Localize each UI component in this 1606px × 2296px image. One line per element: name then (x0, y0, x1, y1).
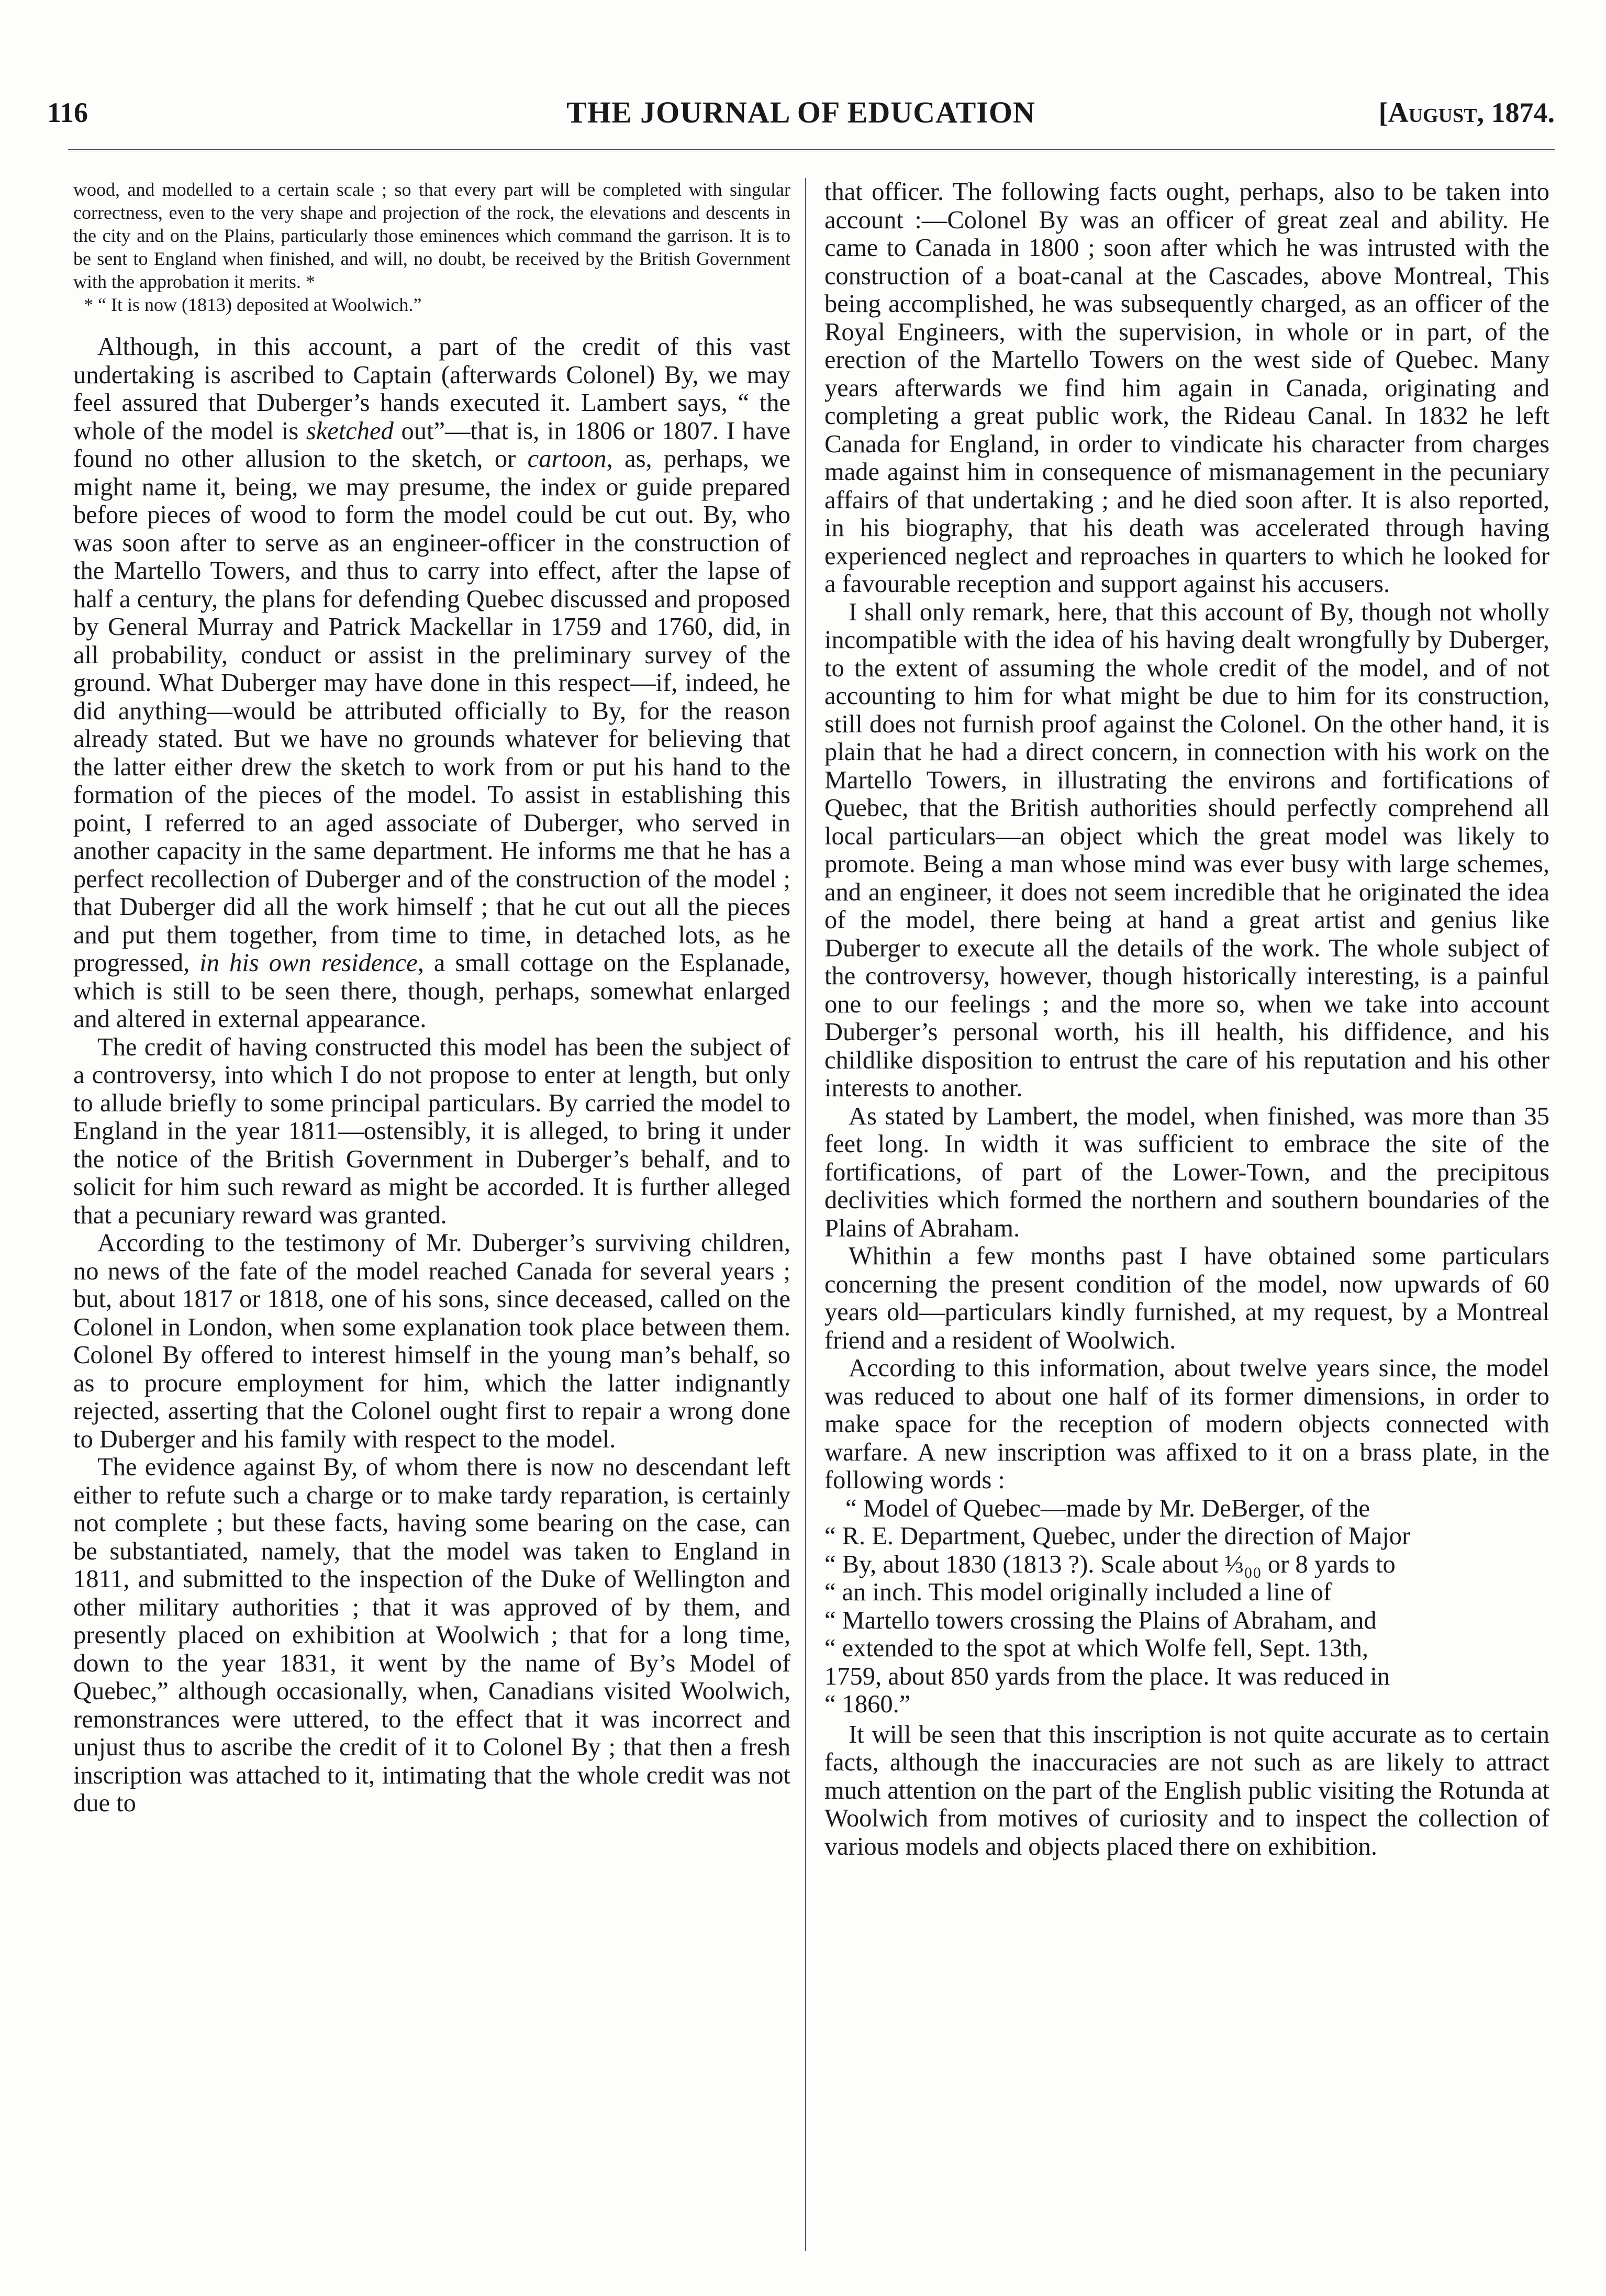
brass-plate-inscription (824, 1495, 1549, 1719)
inscription-line: “ Model of Quebec—made by Mr. DeBerger, of the (845, 1494, 1370, 1522)
issue-date: [August, 1874. (1378, 97, 1555, 128)
inscription-line: “ R. E. Department, Quebec, under the direction of Major (824, 1522, 1411, 1550)
quoted-text: wood, and modelled to a certain scale ; so that every part will be completed with singular correctness, even to the very shape and projection of the rock, the elevations and descents in the city and on the Plains, particularly those eminences which command the garrison. It is to be sent to England when finished, and will, no doubt, be received by the British Government with the approbation it merits. * (73, 179, 790, 292)
column-divider (805, 178, 806, 2251)
inscription-line: “ extended to the spot at which Wolfe fell, Sept. 13th, (824, 1634, 1369, 1662)
running-header (47, 94, 1555, 141)
paragraph-left-3: According to the testimony of Mr. Duberger’s surviving children, no news of the fate of the model reached Canada for several years ; but, about 1817 or 1818, one of his sons, since deceased, called on the Colonel in London, when some explanation took place between them. Colonel By offered to interest himself in the young man’s behalf, so as to procure employment for him, which the latter indignantly rejected, asserting that the Colonel ought first to repair a wrong done to Duberger and his family with respect to the model. (73, 1229, 790, 1453)
paragraph-text: , a small cottage on the Esplanade, which is still to be seen there, though, perhaps, somewhat enlarged and altered in external appearance. (73, 949, 790, 1033)
italic-text: in his own residence (199, 949, 418, 977)
page-number: 116 (47, 97, 88, 128)
inscription-line: “ Martello towers crossing the Plains of Abraham, and (824, 1606, 1377, 1634)
paragraph-right-3: As stated by Lambert, the model, when finished, was more than 35 feet long. In width it was sufficient to embrace the site of the fortifications, of part of the Lower-Town, and the precipitous declivities which formed the northern and southern boundaries of the Plains of Abraham. (824, 1102, 1549, 1242)
paragraph-left-4: The evidence against By, of whom there is now no descendant left either to refute such a charge or to make tardy reparation, is certainly not complete ; but these facts, having some bearing on the case, can be substantiated, namely, that the model was taken to England in 1811, and submitted to the inspection of the Duke of Wellington and other military authorities ; that it was approved of by them, and presently placed on exhibition at Woolwich ; that for a long time, down to the year 1831, it went by the name of By’s Model of Quebec,” although occasionally, when, Canadians visited Woolwich, remonstrances were uttered, to the effect that it was incorrect and unjust thus to ascribe the credit of it to Colonel By ; that then a fresh inscription was attached to it, intimating that the whole credit was not due to (73, 1453, 790, 1817)
paragraph-text: Although, in this account, a part of the credit of this vast undertaking is ascribed to Captain (afterwards Colonel) By, we may feel assured that Duberger’s hands executed it. Lambert says, “ the whole of the model is (73, 333, 790, 445)
left-column (73, 178, 790, 2251)
paragraph-text: , as, perhaps, we might name it, being, we may presume, the index or guide prepared before pieces of wood to form the model could be cut out. By, who was soon after to serve as an engineer-officer in the construction of the Martello Towers, and thus to carry into effect, after the lapse of half a century, the plans for defending Quebec discussed and proposed by General Murray and Patrick Mackellar in 1759 and 1760, did, in all probability, conduct or assist in the preliminary survey of the ground. What Duberger may have done in this respect—if, indeed, he did anything—would be attributed officially to By, for the reason already stated. But we have no grounds whatever for believing that the latter either drew the sketch to work from or put his hand to the formation of the pieces of the model. To assist in establishing this point, I referred to an aged associate of Duberger, who served in another capacity in the same department. He informs me that he has a perfect recollection of Duberger and of the construction of the model ; that Duberger did all the work himself ; that he cut out all the pieces and put them together, from time to time, in detached lots, as he progressed, (73, 445, 790, 977)
italic-text: sketched (306, 417, 394, 445)
paragraph-text: out”—that is, in 1806 or 1807. I have found no other allusion to the sketch, or (73, 417, 790, 473)
paragraph-left-2: The credit of having constructed this model has been the subject of a controversy, into which I do not propose to enter at length, but only to allude briefly to some principal particulars. By carried the model to England in the year 1811—ostensibly, it is alleged, to bring it under the notice of the British Government in Duberger’s behalf, and to solicit for him such reward as might be accorded. It is further alleged that a pecuniary reward was granted. (73, 1033, 790, 1229)
paragraph-right-2: I shall only remark, here, that this account of By, though not wholly incompatible with the idea of his having dealt wrongfully by Duberger, to the extent of assuming the whole credit of the model, and of not accounting to him for what might be due to him for its construction, still does not furnish proof against the Colonel. On the other hand, it is plain that he had a direct concern, in connection with his work on the Martello Towers, in illustrating the environs and fortifications of Quebec, that the British authorities should perfectly comprehend all local particulars—an object which the great model was likely to promote. Being a man whose mind was ever busy with large schemes, and an engineer, it does not seem incredible that he originated the idea of the model, there being at hand a great artist and genius like Duberger to execute all the details of the work. The whole subject of the controversy, however, though historically interesting, is a painful one to our feelings ; and the more so, when we take into account Duberger’s personal worth, his ill health, his diffidence, and his childlike disposition to entrust the care of his reputation and his other interests to another. (824, 598, 1549, 1102)
paragraph-right-4: Whithin a few months past I have obtained some particulars concerning the present condition of the model, now upwards of 60 years old—particulars kindly furnished, at my request, by a Montreal friend and a resident of Woolwich. (824, 1242, 1549, 1354)
paragraph-left-1 (73, 333, 790, 1033)
inscription-line: “ 1860.” (824, 1690, 911, 1718)
paragraph-right-6: It will be seen that this inscription is not quite accurate as to certain facts, although the inaccuracies are not such as are likely to attract much attention on the part of the English public visiting the Rotunda at Woolwich from motives of curiosity and to inspect the collection of various models and objects placed there on exhibition. (824, 1720, 1549, 1860)
paragraph-right-5: According to this information, about twelve years since, the model was reduced to about one half of its former dimensions, in order to make space for the reception of modern objects connected with warfare. A new inscription was affixed to it on a brass plate, in the following words : (824, 1354, 1549, 1494)
inscription-line: “ an inch. This model originally included a line of (824, 1578, 1332, 1606)
journal-title: THE JOURNAL OF EDUCATION (566, 95, 1035, 129)
right-column (824, 178, 1549, 2251)
quoted-passage (73, 178, 790, 316)
paragraph-right-1: that officer. The following facts ought, perhaps, also to be taken into account :—Colonel By was an officer of great zeal and ability. He came to Canada in 1800 ; soon after which he was intrusted with the construction of a boat-canal at the Cascades, above Montreal, This being accomplished, he was subsequently charged, as an officer of the Royal Engineers, with the supervision, in whole or in part, of the erection of the Martello Towers on the west side of Quebec. Many years afterwards we find him again in Canada, originating and completing a great public work, the Rideau Canal. In 1832 he left Canada for England, in order to vindicate his character from charges made against him in consequence of mismanagement in the pecuniary affairs of that undertaking ; and he died soon after. It is also reported, in his biography, that his death was accelerated through having experienced neglect and reproaches in quarters to which he looked for a favourable reception and support against his accusers. (824, 178, 1549, 598)
inscription-line: “ By, about 1830 (1813 ?). Scale about ⅓₀₀ or 8 yards to (824, 1550, 1396, 1578)
header-rule (68, 149, 1555, 151)
inscription-line: 1759, about 850 yards from the place. It was reduced in (824, 1662, 1390, 1690)
italic-text: cartoon (527, 445, 607, 473)
footnote: * “ It is now (1813) deposited at Woolwich.” (84, 294, 422, 315)
